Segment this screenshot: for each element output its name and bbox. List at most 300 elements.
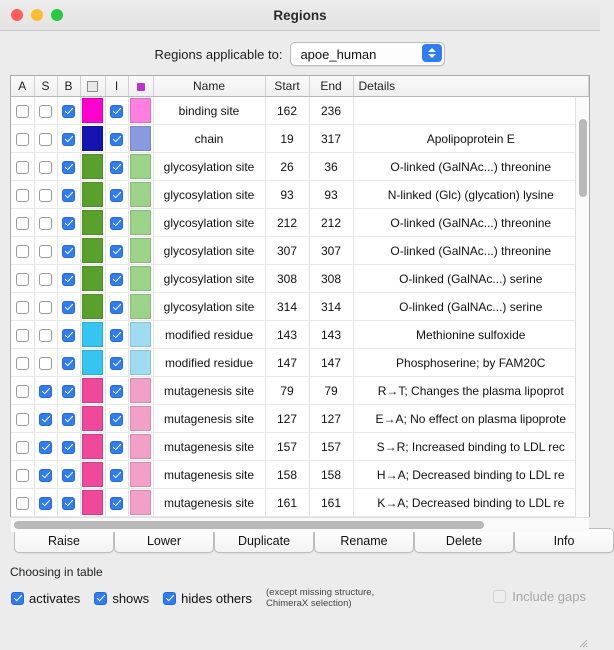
row-outline-color-cell[interactable] [128, 181, 153, 209]
row-selected-cell[interactable] [34, 293, 57, 321]
row-outline-color-cell[interactable] [128, 265, 153, 293]
row-interior-checkbox[interactable] [110, 217, 123, 230]
horizontal-scrollbar-thumb[interactable] [14, 521, 484, 529]
row-fill-color-cell[interactable] [80, 405, 105, 433]
row-selected-checkbox[interactable] [39, 189, 52, 202]
row-active-cell[interactable] [11, 489, 34, 517]
row-shown-cell[interactable] [57, 377, 80, 405]
row-fill-color-cell[interactable] [80, 433, 105, 461]
row-fill-color-swatch[interactable] [82, 434, 103, 459]
row-fill-color-swatch[interactable] [82, 126, 103, 151]
row-fill-color-swatch[interactable] [82, 266, 103, 291]
include-gaps-option[interactable] [493, 589, 586, 604]
table-row[interactable] [11, 321, 589, 349]
row-active-cell[interactable] [11, 433, 34, 461]
row-outline-color-swatch[interactable] [130, 350, 151, 375]
row-outline-color-cell[interactable] [128, 377, 153, 405]
rename-button[interactable]: Rename [314, 528, 414, 553]
row-selected-checkbox[interactable] [39, 217, 52, 230]
row-active-checkbox[interactable] [16, 357, 29, 370]
delete-button[interactable]: Delete [414, 528, 514, 553]
row-shown-checkbox[interactable] [62, 497, 75, 510]
row-outline-color-cell[interactable] [128, 433, 153, 461]
row-details: S→R; Increased binding to LDL rec [353, 433, 589, 461]
activates-label: activates [29, 590, 81, 606]
row-outline-color-swatch[interactable] [130, 406, 151, 431]
table-row[interactable] [11, 153, 589, 181]
row-outline-color-swatch[interactable] [130, 266, 151, 291]
row-interior-cell[interactable] [105, 377, 128, 405]
choosing-in-table-label: Choosing in table [10, 565, 103, 579]
row-start: 158 [265, 461, 309, 489]
row-outline-color-swatch[interactable] [130, 294, 151, 319]
row-interior-checkbox[interactable] [110, 273, 123, 286]
row-selected-cell[interactable] [34, 181, 57, 209]
table-header-row [11, 76, 589, 97]
row-active-checkbox[interactable] [16, 217, 29, 230]
row-shown-cell[interactable] [57, 265, 80, 293]
regions-table [10, 75, 590, 517]
table-row[interactable] [11, 265, 589, 293]
row-interior-checkbox[interactable] [110, 161, 123, 174]
row-name: glycosylation site [153, 293, 265, 321]
row-start: 26 [265, 153, 309, 181]
row-interior-checkbox[interactable] [110, 329, 123, 342]
row-end: 307 [309, 237, 353, 265]
activates-checkbox[interactable] [11, 592, 24, 605]
close-button[interactable] [11, 9, 23, 21]
row-start: 314 [265, 293, 309, 321]
row-start: 93 [265, 181, 309, 209]
row-outline-color-cell[interactable] [128, 321, 153, 349]
row-details: O-linked (GalNAc...) serine [353, 265, 589, 293]
row-outline-color-swatch[interactable] [130, 490, 151, 515]
row-end: 308 [309, 265, 353, 293]
row-interior-cell[interactable] [105, 349, 128, 377]
row-outline-color-swatch[interactable] [130, 154, 151, 179]
table-row[interactable] [11, 433, 589, 461]
row-details [353, 97, 589, 125]
row-fill-color-swatch[interactable] [82, 350, 103, 375]
row-interior-checkbox[interactable] [110, 441, 123, 454]
row-shown-cell[interactable] [57, 293, 80, 321]
row-active-checkbox[interactable] [16, 133, 29, 146]
row-shown-cell[interactable] [57, 489, 80, 517]
window-controls [11, 9, 63, 21]
row-interior-cell[interactable] [105, 97, 128, 125]
row-name: mutagenesis site [153, 433, 265, 461]
row-selected-checkbox[interactable] [39, 413, 52, 426]
row-active-checkbox[interactable] [16, 161, 29, 174]
row-shown-cell[interactable] [57, 97, 80, 125]
column-header-i[interactable]: I [105, 76, 128, 97]
row-start: 162 [265, 97, 309, 125]
target-structure-value: apoe_human [300, 46, 377, 62]
row-fill-color-cell[interactable] [80, 377, 105, 405]
row-details: K→A; Decreased binding to LDL re [353, 489, 589, 517]
row-name: mutagenesis site [153, 405, 265, 433]
row-shown-cell[interactable] [57, 125, 80, 153]
column-header-details[interactable]: Details [353, 76, 589, 97]
row-outline-color-swatch[interactable] [130, 126, 151, 151]
row-shown-checkbox[interactable] [62, 385, 75, 398]
row-outline-color-cell[interactable] [128, 489, 153, 517]
row-active-cell[interactable] [11, 181, 34, 209]
row-fill-color-swatch[interactable] [82, 154, 103, 179]
horizontal-scrollbar[interactable] [11, 517, 589, 532]
row-outline-color-cell[interactable] [128, 237, 153, 265]
row-shown-checkbox[interactable] [62, 161, 75, 174]
row-start: 308 [265, 265, 309, 293]
regions-applicable-row [0, 31, 600, 75]
row-fill-color-swatch[interactable] [82, 238, 103, 263]
row-end: 147 [309, 349, 353, 377]
row-start: 157 [265, 433, 309, 461]
row-fill-color-swatch[interactable] [82, 182, 103, 207]
vertical-scrollbar-thumb[interactable] [579, 119, 587, 197]
row-selected-checkbox[interactable] [39, 273, 52, 286]
row-end: 93 [309, 181, 353, 209]
row-fill-color-cell[interactable] [80, 209, 105, 237]
row-name: binding site [153, 97, 265, 125]
raise-button[interactable]: Raise [14, 528, 114, 553]
row-fill-color-swatch[interactable] [82, 294, 103, 319]
row-interior-checkbox[interactable] [110, 469, 123, 482]
include-gaps-label: Include gaps [512, 589, 586, 604]
row-interior-checkbox[interactable] [110, 245, 123, 258]
table-row[interactable] [11, 377, 589, 405]
duplicate-button[interactable]: Duplicate [214, 528, 314, 553]
row-shown-cell[interactable] [57, 209, 80, 237]
maximize-button[interactable] [51, 9, 63, 21]
row-active-checkbox[interactable] [16, 413, 29, 426]
table-row[interactable] [11, 125, 589, 153]
row-fill-color-cell[interactable] [80, 153, 105, 181]
row-fill-color-cell[interactable] [80, 265, 105, 293]
row-selected-checkbox[interactable] [39, 469, 52, 482]
row-fill-color-cell[interactable] [80, 293, 105, 321]
row-selected-checkbox[interactable] [39, 497, 52, 510]
row-selected-cell[interactable] [34, 377, 57, 405]
shows-label: shows [112, 590, 150, 606]
row-details: H→A; Decreased binding to LDL re [353, 461, 589, 489]
row-name: modified residue [153, 321, 265, 349]
row-name: modified residue [153, 349, 265, 377]
row-fill-color-swatch[interactable] [82, 98, 103, 123]
row-end: 158 [309, 461, 353, 489]
row-selected-checkbox[interactable] [39, 357, 52, 370]
row-active-cell[interactable] [11, 237, 34, 265]
row-end: 161 [309, 489, 353, 517]
row-selected-cell[interactable] [34, 153, 57, 181]
table-row[interactable] [11, 349, 589, 377]
row-end: 127 [309, 405, 353, 433]
row-active-checkbox[interactable] [16, 329, 29, 342]
minimize-button[interactable] [31, 9, 43, 21]
row-active-checkbox[interactable] [16, 273, 29, 286]
row-fill-color-cell[interactable] [80, 349, 105, 377]
title-bar [0, 0, 600, 31]
row-end: 212 [309, 209, 353, 237]
row-shown-checkbox[interactable] [62, 105, 75, 118]
row-end: 36 [309, 153, 353, 181]
row-selected-cell[interactable] [34, 237, 57, 265]
window-title: Regions [273, 7, 327, 23]
row-shown-checkbox[interactable] [62, 217, 75, 230]
row-outline-color-cell[interactable] [128, 349, 153, 377]
row-end: 317 [309, 125, 353, 153]
row-shown-cell[interactable] [57, 461, 80, 489]
row-outline-color-swatch[interactable] [130, 182, 151, 207]
row-outline-color-cell[interactable] [128, 461, 153, 489]
row-selected-checkbox[interactable] [39, 385, 52, 398]
row-name: glycosylation site [153, 181, 265, 209]
row-start: 19 [265, 125, 309, 153]
row-interior-checkbox[interactable] [110, 301, 123, 314]
row-fill-color-swatch[interactable] [82, 378, 103, 403]
target-structure-dropdown[interactable] [290, 42, 445, 66]
row-active-cell[interactable] [11, 461, 34, 489]
row-active-checkbox[interactable] [16, 301, 29, 314]
table-row[interactable] [11, 97, 589, 125]
column-header-name[interactable]: Name [153, 76, 265, 97]
row-interior-checkbox[interactable] [110, 497, 123, 510]
row-active-cell[interactable] [11, 97, 34, 125]
row-outline-color-swatch[interactable] [130, 434, 151, 459]
row-shown-checkbox[interactable] [62, 273, 75, 286]
row-interior-cell[interactable] [105, 461, 128, 489]
row-active-cell[interactable] [11, 153, 34, 181]
row-outline-color-swatch[interactable] [130, 210, 151, 235]
row-outline-color-cell[interactable] [128, 209, 153, 237]
row-fill-color-cell[interactable] [80, 97, 105, 125]
row-interior-cell[interactable] [105, 293, 128, 321]
activates-option[interactable] [11, 591, 80, 606]
shows-checkbox[interactable] [94, 592, 107, 605]
row-fill-color-swatch[interactable] [82, 210, 103, 235]
row-active-cell[interactable] [11, 405, 34, 433]
include-gaps-checkbox[interactable] [493, 590, 506, 603]
row-selected-checkbox[interactable] [39, 441, 52, 454]
row-shown-checkbox[interactable] [62, 189, 75, 202]
row-selected-cell[interactable] [34, 265, 57, 293]
row-selected-checkbox[interactable] [39, 245, 52, 258]
column-header-outline-color[interactable] [128, 76, 153, 97]
lower-button[interactable]: Lower [114, 528, 214, 553]
row-shown-checkbox[interactable] [62, 133, 75, 146]
row-interior-cell[interactable] [105, 125, 128, 153]
row-selected-cell[interactable] [34, 209, 57, 237]
row-interior-checkbox[interactable] [110, 385, 123, 398]
row-name: glycosylation site [153, 237, 265, 265]
row-active-cell[interactable] [11, 265, 34, 293]
row-interior-cell[interactable] [105, 489, 128, 517]
row-selected-cell[interactable] [34, 461, 57, 489]
row-name: glycosylation site [153, 209, 265, 237]
row-interior-cell[interactable] [105, 265, 128, 293]
row-shown-checkbox[interactable] [62, 301, 75, 314]
row-start: 143 [265, 321, 309, 349]
row-active-checkbox[interactable] [16, 497, 29, 510]
column-header-end[interactable]: End [309, 76, 353, 97]
row-selected-checkbox[interactable] [39, 133, 52, 146]
row-interior-checkbox[interactable] [110, 189, 123, 202]
row-details: N-linked (Glc) (glycation) lysine [353, 181, 589, 209]
row-selected-cell[interactable] [34, 489, 57, 517]
hides-others-checkbox[interactable] [163, 592, 176, 605]
table-row[interactable] [11, 209, 589, 237]
row-selected-cell[interactable] [34, 405, 57, 433]
resize-grip-icon[interactable] [576, 636, 588, 648]
row-outline-color-cell[interactable] [128, 125, 153, 153]
row-details: E→A; No effect on plasma lipoprote [353, 405, 589, 433]
info-button[interactable]: Info [514, 528, 614, 553]
row-name: glycosylation site [153, 153, 265, 181]
row-active-checkbox[interactable] [16, 469, 29, 482]
row-start: 212 [265, 209, 309, 237]
row-shown-cell[interactable] [57, 321, 80, 349]
row-fill-color-swatch[interactable] [82, 406, 103, 431]
row-details: O-linked (GalNAc...) serine [353, 293, 589, 321]
row-interior-cell[interactable] [105, 405, 128, 433]
row-end: 143 [309, 321, 353, 349]
hides-others-label: hides others [181, 590, 252, 606]
row-active-checkbox[interactable] [16, 189, 29, 202]
row-outline-color-swatch[interactable] [130, 462, 151, 487]
table-row[interactable] [11, 293, 589, 321]
row-active-cell[interactable] [11, 377, 34, 405]
row-interior-cell[interactable] [105, 237, 128, 265]
row-details: O-linked (GalNAc...) threonine [353, 237, 589, 265]
row-shown-cell[interactable] [57, 433, 80, 461]
row-interior-cell[interactable] [105, 321, 128, 349]
row-outline-color-swatch[interactable] [130, 238, 151, 263]
row-interior-cell[interactable] [105, 153, 128, 181]
row-fill-color-cell[interactable] [80, 489, 105, 517]
row-selected-checkbox[interactable] [39, 301, 52, 314]
row-name: glycosylation site [153, 265, 265, 293]
row-fill-color-cell[interactable] [80, 181, 105, 209]
row-active-cell[interactable] [11, 293, 34, 321]
row-interior-checkbox[interactable] [110, 105, 123, 118]
row-interior-cell[interactable] [105, 181, 128, 209]
row-outline-color-swatch[interactable] [130, 98, 151, 123]
row-active-checkbox[interactable] [16, 245, 29, 258]
hides-others-option[interactable] [163, 591, 252, 606]
column-header-a[interactable]: A [11, 76, 34, 97]
row-selected-cell[interactable] [34, 97, 57, 125]
choosing-note: (except missing structure, ChimeraX selection) [266, 587, 375, 609]
table-row[interactable] [11, 489, 589, 517]
row-fill-color-cell[interactable] [80, 321, 105, 349]
row-outline-color-cell[interactable] [128, 405, 153, 433]
column-header-fill-color[interactable] [80, 76, 105, 97]
regions-applicable-label: Regions applicable to: [154, 46, 283, 62]
table-row[interactable] [11, 181, 589, 209]
row-fill-color-cell[interactable] [80, 461, 105, 489]
row-shown-cell[interactable] [57, 237, 80, 265]
row-shown-checkbox[interactable] [62, 413, 75, 426]
row-shown-checkbox[interactable] [62, 329, 75, 342]
row-shown-cell[interactable] [57, 181, 80, 209]
row-start: 127 [265, 405, 309, 433]
row-fill-color-swatch[interactable] [82, 462, 103, 487]
row-shown-checkbox[interactable] [62, 441, 75, 454]
fill-color-icon [87, 81, 98, 92]
row-start: 79 [265, 377, 309, 405]
row-selected-checkbox[interactable] [39, 105, 52, 118]
row-outline-color-swatch[interactable] [130, 322, 151, 347]
row-start: 307 [265, 237, 309, 265]
row-start: 147 [265, 349, 309, 377]
table-row[interactable] [11, 405, 589, 433]
chevron-updown-icon [422, 44, 442, 62]
shows-option[interactable] [94, 591, 149, 606]
row-active-checkbox[interactable] [16, 385, 29, 398]
row-name: mutagenesis site [153, 461, 265, 489]
column-header-s[interactable]: S [34, 76, 57, 97]
choosing-in-table-group [10, 565, 590, 650]
table-row[interactable] [11, 237, 589, 265]
row-active-cell[interactable] [11, 349, 34, 377]
row-active-cell[interactable] [11, 321, 34, 349]
row-shown-cell[interactable] [57, 405, 80, 433]
column-header-start[interactable]: Start [265, 76, 309, 97]
row-end: 314 [309, 293, 353, 321]
row-selected-cell[interactable] [34, 433, 57, 461]
row-fill-color-swatch[interactable] [82, 322, 103, 347]
row-outline-color-cell[interactable] [128, 153, 153, 181]
row-details: O-linked (GalNAc...) threonine [353, 209, 589, 237]
row-active-cell[interactable] [11, 125, 34, 153]
row-fill-color-cell[interactable] [80, 237, 105, 265]
row-selected-cell[interactable] [34, 321, 57, 349]
row-details: O-linked (GalNAc...) threonine [353, 153, 589, 181]
row-interior-cell[interactable] [105, 209, 128, 237]
row-outline-color-cell[interactable] [128, 97, 153, 125]
row-shown-cell[interactable] [57, 153, 80, 181]
row-interior-cell[interactable] [105, 433, 128, 461]
row-selected-cell[interactable] [34, 125, 57, 153]
row-active-checkbox[interactable] [16, 441, 29, 454]
row-interior-checkbox[interactable] [110, 133, 123, 146]
row-selected-checkbox[interactable] [39, 329, 52, 342]
column-header-b[interactable]: B [57, 76, 80, 97]
row-outline-color-swatch[interactable] [130, 378, 151, 403]
table-row[interactable] [11, 461, 589, 489]
row-interior-checkbox[interactable] [110, 357, 123, 370]
row-end: 157 [309, 433, 353, 461]
row-active-checkbox[interactable] [16, 105, 29, 118]
regions-table-header [11, 76, 589, 97]
vertical-scrollbar[interactable] [575, 97, 589, 517]
row-fill-color-swatch[interactable] [82, 490, 103, 515]
row-active-cell[interactable] [11, 209, 34, 237]
row-interior-checkbox[interactable] [110, 413, 123, 426]
row-fill-color-cell[interactable] [80, 125, 105, 153]
row-outline-color-cell[interactable] [128, 293, 153, 321]
row-name: mutagenesis site [153, 489, 265, 517]
regions-table-body[interactable] [11, 97, 589, 517]
outline-color-icon [137, 83, 145, 91]
row-end: 236 [309, 97, 353, 125]
row-shown-checkbox[interactable] [62, 245, 75, 258]
row-selected-cell[interactable] [34, 349, 57, 377]
row-shown-cell[interactable] [57, 349, 80, 377]
row-shown-checkbox[interactable] [62, 469, 75, 482]
row-shown-checkbox[interactable] [62, 357, 75, 370]
row-selected-checkbox[interactable] [39, 161, 52, 174]
